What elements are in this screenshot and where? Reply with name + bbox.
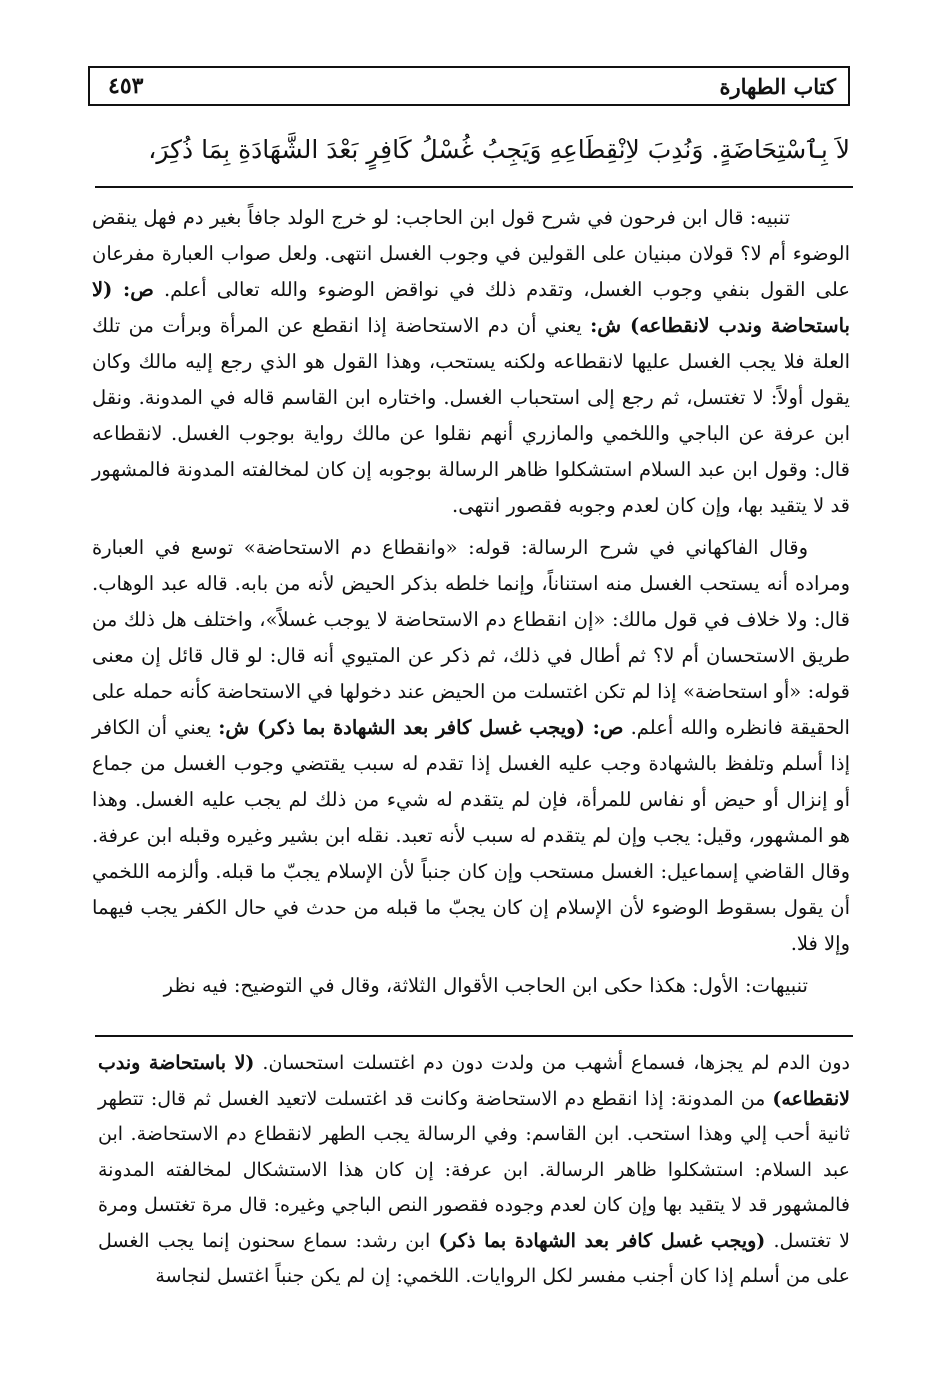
footnote-text-2: من المدونة: إذا انقطع دم الاستحاضة وكانت قد اغتسلت لاتعيد الغسل ثم قال: تتطهر ثانية أحب إلي وهذا استحب. ابن القاسم: وفي الرسالة يجب الطهر لانقطاع دم الاستحاضة. ابن عبد السلام: استشكلوا ظاهر الرسالة. ابن عرفة: إن كان هذا الاستشكال لمخالفته المدونة فالمشهور قد لا يتقيد بها وإن كان لعدم وجوده فقصور النص الباجي وغيره: قال مرة تغتسل ومرة لا تغتسل. (98, 1087, 851, 1252)
commentary-paragraph-1 (92, 200, 850, 524)
footnote-paragraph (98, 1046, 850, 1295)
footnote-quote-1: (لا باستحاضة وندب لانقطاعه) (98, 1052, 850, 1110)
tanbihat-text: تنبيهات: الأول: هكذا حكى ابن الحاجب الأقوال الثلاثة، وقال في التوضيح: فيه نظر (163, 974, 808, 997)
page-number: ٤٥٣ (108, 73, 144, 99)
footnote (98, 1046, 850, 1295)
footnote-text-3: ابن رشد: سماع سحنون إنما يجب الغسل على من أسلم إذا كان أجنب مفسر لكل الروايات. اللخمي: إن لم يكن جنباً اغتسل لنجاسة (98, 1229, 850, 1287)
sharh-text-2: يعني أن الكافر إذا أسلم وتلفظ بالشهادة وجب عليه الغسل إذا تقدم له سبب يقتضي وجوب الغسل من جماع أو إنزال أو حيض أو نفاس للمرأة، فإن لم يتقدم له شيء من ذلك لم يجب عليه الغسل. وهذا هو المشهور، وقيل: يجب وإن لم يتقدم له سبب لأنه تعبد. نقله ابن بشير وغيره وقبله ابن عرفة. وقال القاضي إسماعيل: الغسل مستحب وإن كان جنباً لأن الإسلام يجبّ ما قبله. وألزمه اللخمي أن يقول بسقوط الوضوء لأن الإسلام إن كان يجبّ ما قبله من حدث في حال الكفر يجب فيهما وإلا فلا. (92, 716, 850, 955)
matn-quote-1: ص: (لا باستحاضة وندب لانقطاعه) ش: (92, 278, 850, 337)
sharh-text-1: يعني أن دم الاستحاضة إذا انقطع عن المرأة وبرأت من تلك العلة فلا يجب الغسل عليها لانقطاعه ولكنه يستحب، وهذا القول هو الذي رجع إليه مالك وكان يقول أولاً: لا تغتسل، ثم رجع إلى استحباب الغسل. واختاره ابن القاسم قاله في المدونة. ونقل ابن عرفة عن الباجي واللخمي والمازري أنهم نقلوا عن مالك رواية بوجوب الغسل. لانقطاعه قال: وقول ابن عبد السلام استشكلوا ظاهر الرسالة بوجوبه إن كان لمخالفته المدونة فالمشهور قد لا يتقيد بها، وإن كان لعدم وجوبه فقصور انتهى. (92, 314, 850, 517)
footnote-quote-2: (ويجب غسل كافر بعد الشهادة بما ذكر) (438, 1229, 766, 1252)
tanbih-text: تنبيه: قال ابن فرحون في شرح قول ابن الحاجب: لو خرج الولد جافاً بغير دم فهل ينقض الوضوء أم لا؟ قولان مبنيان على القولين في وجوب الغسل انتهى. ولعل صواب العبارة مفرعان على القول بنفي وجوب الغسل، وتقدم ذلك في نواقض الوضوء والله تعالى أعلم. (92, 206, 850, 301)
matn-text: لاَ بِٱسْتِحَاضَةٍ. وَنُدِبَ لاِنْقِطَاعِهِ وَيَجِبُ غُسْلُ كَافِرٍ بَعْدَ الشَّهَادَةِ بِمَا ذُكِرَ، (148, 135, 850, 164)
fakihani-text: وقال الفاكهاني في شرح الرسالة: قوله: «وانقطاع دم الاستحاضة» توسع في العبارة ومراده أنه يستحب الغسل منه استناناً، وإنما خلطه بذكر الحيض لأنه من بابه. قاله عبد الوهاب. قال: ولا خلاف في قول مالك: «إن انقطاع دم الاستحاضة لا يوجب غسلاً»، واختلف هل ذلك من طريق الاستحسان أم لا؟ ثم أطال في ذلك، ثم ذكر عن المتيوي أنه قال: لو قال قائل إن معنى قوله: «أو استحاضة» إذا لم تكن اغتسلت من الحيض عند دخولها في الاستحاضة كأنه حمله على الحقيقة فانظره والله أعلم. (92, 536, 850, 739)
commentary (92, 200, 850, 1010)
footnote-text-1: دون الدم لم يجزها، فسماع أشهب من ولدت دون دم اغتسلت استحسان. (262, 1052, 850, 1074)
book-title: كتاب الطهارة (719, 74, 836, 99)
divider-footnote (95, 1035, 853, 1037)
divider-top (95, 186, 853, 188)
commentary-paragraph-3 (92, 968, 850, 1004)
matn-quote-2: ص: (ويجب غسل كافر بعد الشهادة بما ذكر) ش: (218, 716, 624, 739)
commentary-paragraph-2 (92, 530, 850, 962)
page-header (88, 66, 850, 106)
